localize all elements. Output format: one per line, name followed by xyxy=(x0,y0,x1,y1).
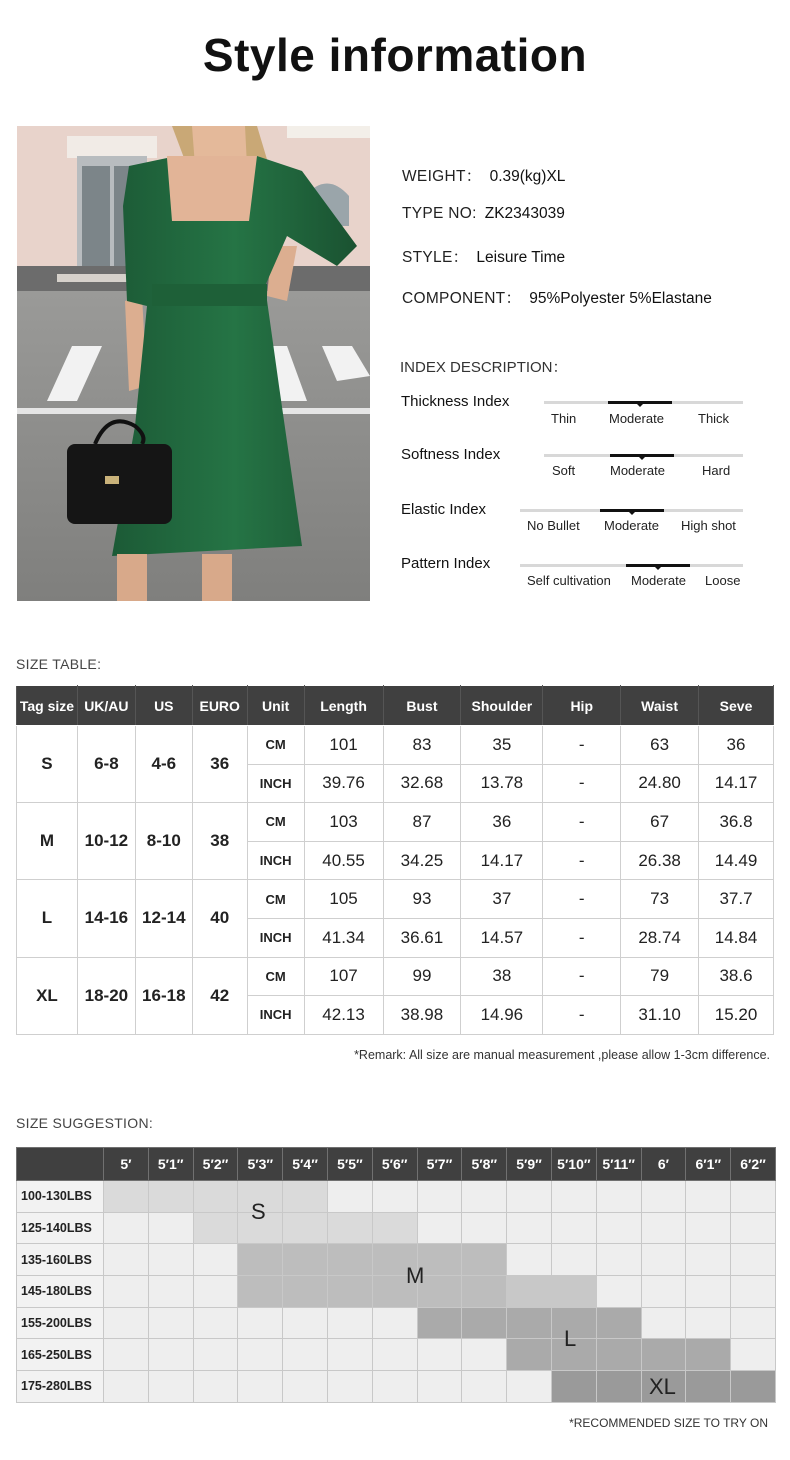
table-cell: 107 xyxy=(304,957,383,996)
suggestion-cell xyxy=(104,1276,149,1308)
spec-value: Leisure Time xyxy=(476,249,566,266)
suggestion-cell xyxy=(686,1371,731,1403)
suggestion-cell xyxy=(238,1339,283,1371)
header-cell: Tag size xyxy=(17,686,78,726)
table-cell: 42 xyxy=(192,957,247,1034)
height-header: 5′ xyxy=(104,1148,149,1181)
table-cell: 35 xyxy=(461,726,543,765)
spec-label: TYPE NO: xyxy=(402,205,477,222)
table-cell: 103 xyxy=(304,803,383,842)
table-cell: 14.84 xyxy=(699,918,774,957)
suggestion-cell xyxy=(551,1244,596,1276)
suggestion-cell xyxy=(372,1181,417,1213)
suggestion-cell xyxy=(641,1212,686,1244)
suggestion-cell xyxy=(238,1371,283,1403)
remark-note: *Remark: All size are manual measurement ,please allow 1-3cm difference. xyxy=(354,1048,770,1062)
suggestion-cell xyxy=(327,1307,372,1339)
spec-type-no xyxy=(402,205,565,223)
size-region-label: S xyxy=(251,1199,266,1224)
suggestion-cell xyxy=(104,1244,149,1276)
spec-style xyxy=(402,245,565,267)
suggestion-cell xyxy=(641,1181,686,1213)
suggestion-cell xyxy=(148,1244,193,1276)
size-table-label: SIZE TABLE: xyxy=(16,656,102,672)
table-cell: 99 xyxy=(383,957,461,996)
table-cell: 38.6 xyxy=(699,957,774,996)
suggestion-cell xyxy=(148,1212,193,1244)
elastic-index-marker xyxy=(600,509,664,512)
suggestion-cell xyxy=(148,1307,193,1339)
table-cell: INCH xyxy=(247,764,304,803)
table-cell: 15.20 xyxy=(699,996,774,1035)
table-cell: 73 xyxy=(621,880,699,919)
suggestion-cell xyxy=(641,1307,686,1339)
suggestion-cell xyxy=(193,1244,238,1276)
suggestion-cell xyxy=(193,1181,238,1213)
height-header: 5′9″ xyxy=(507,1148,552,1181)
suggestion-cell xyxy=(148,1339,193,1371)
table-cell: 36 xyxy=(192,726,247,803)
suggestion-cell xyxy=(507,1371,552,1403)
table-cell: 101 xyxy=(304,726,383,765)
height-header: 5′6″ xyxy=(372,1148,417,1181)
table-cell: 12-14 xyxy=(135,880,192,957)
suggestion-cell xyxy=(327,1339,372,1371)
table-cell: CM xyxy=(247,957,304,996)
table-row xyxy=(17,1339,776,1371)
table-cell: 13.78 xyxy=(461,764,543,803)
table-cell: 39.76 xyxy=(304,764,383,803)
suggestion-cell xyxy=(551,1371,596,1403)
suggestion-cell xyxy=(596,1371,641,1403)
suggestion-cell xyxy=(104,1181,149,1213)
height-header: 5′3″ xyxy=(238,1148,283,1181)
weight-label: 165-250LBS xyxy=(17,1339,104,1371)
height-header: 5′5″ xyxy=(327,1148,372,1181)
table-cell: 63 xyxy=(621,726,699,765)
height-header: 6′ xyxy=(641,1148,686,1181)
height-header: 5′8″ xyxy=(462,1148,507,1181)
table-cell: 87 xyxy=(383,803,461,842)
header-cell: Seve xyxy=(699,686,774,726)
softness-index-marker xyxy=(610,454,674,457)
table-cell: 28.74 xyxy=(621,918,699,957)
table-cell: L xyxy=(17,880,78,957)
header-cell: UK/AU xyxy=(77,686,135,726)
suggestion-cell xyxy=(507,1276,552,1308)
spec-weight xyxy=(402,164,565,186)
table-row xyxy=(17,1244,776,1276)
table-cell: 14.17 xyxy=(699,764,774,803)
table-cell: 24.80 xyxy=(621,764,699,803)
suggestion-cell xyxy=(462,1244,507,1276)
suggestion-cell xyxy=(104,1339,149,1371)
table-cell: 34.25 xyxy=(383,841,461,880)
table-cell: 83 xyxy=(383,726,461,765)
table-row xyxy=(17,957,774,996)
table-cell: CM xyxy=(247,726,304,765)
thickness-option: Thin xyxy=(551,411,577,426)
weight-label: 100-130LBS xyxy=(17,1181,104,1213)
suggestion-cell xyxy=(327,1244,372,1276)
table-cell: CM xyxy=(247,880,304,919)
spec-value: 95%Polyester 5%Elastane xyxy=(529,290,712,307)
table-cell: 42.13 xyxy=(304,996,383,1035)
suggestion-cell xyxy=(641,1244,686,1276)
suggestion-cell xyxy=(641,1339,686,1371)
table-cell: 67 xyxy=(621,803,699,842)
suggestion-cell xyxy=(417,1212,462,1244)
suggestion-cell xyxy=(462,1181,507,1213)
suggestion-cell xyxy=(372,1212,417,1244)
table-cell: 40.55 xyxy=(304,841,383,880)
suggestion-cell xyxy=(148,1371,193,1403)
table-cell: 10-12 xyxy=(77,803,135,880)
table-row xyxy=(17,1276,776,1308)
suggestion-cell xyxy=(686,1244,731,1276)
suggestion-cell xyxy=(283,1371,328,1403)
table-cell: 41.34 xyxy=(304,918,383,957)
table-cell: 36.61 xyxy=(383,918,461,957)
thickness-index-label: Thickness Index xyxy=(401,393,510,410)
elastic-option: Moderate xyxy=(604,518,659,533)
suggestion-cell xyxy=(283,1307,328,1339)
table-cell: 8-10 xyxy=(135,803,192,880)
table-cell: INCH xyxy=(247,996,304,1035)
suggestion-cell xyxy=(462,1371,507,1403)
table-cell: 6-8 xyxy=(77,726,135,803)
suggestion-cell xyxy=(417,1371,462,1403)
spec-label: STYLE： xyxy=(402,249,469,266)
height-header: 5′4″ xyxy=(283,1148,328,1181)
table-cell: CM xyxy=(247,803,304,842)
height-header: 5′1″ xyxy=(148,1148,193,1181)
table-row xyxy=(17,1212,776,1244)
product-photo xyxy=(17,126,370,601)
suggestion-cell xyxy=(327,1212,372,1244)
size-table xyxy=(16,685,774,1035)
header-cell: Length xyxy=(304,686,383,726)
suggestion-cell xyxy=(148,1181,193,1213)
header-cell: EURO xyxy=(192,686,247,726)
table-cell: 14.17 xyxy=(461,841,543,880)
table-cell: 14.96 xyxy=(461,996,543,1035)
table-cell: - xyxy=(543,918,621,957)
suggestion-cell xyxy=(731,1339,776,1371)
suggestion-cell xyxy=(193,1307,238,1339)
spec-label: COMPONENT： xyxy=(402,290,522,307)
suggestion-cell xyxy=(686,1339,731,1371)
suggestion-cell xyxy=(417,1181,462,1213)
softness-index-label: Softness Index xyxy=(401,446,501,463)
suggestion-cell xyxy=(193,1212,238,1244)
table-cell: - xyxy=(543,996,621,1035)
suggestion-cell xyxy=(686,1307,731,1339)
height-header: 5′10″ xyxy=(551,1148,596,1181)
table-row xyxy=(17,880,774,919)
suggestion-cell xyxy=(507,1212,552,1244)
suggestion-cell xyxy=(686,1276,731,1308)
table-cell: INCH xyxy=(247,841,304,880)
table-cell: - xyxy=(543,803,621,842)
table-cell: 32.68 xyxy=(383,764,461,803)
table-cell: 14-16 xyxy=(77,880,135,957)
suggestion-cell xyxy=(238,1244,283,1276)
table-cell: 38 xyxy=(192,803,247,880)
table-cell: - xyxy=(543,957,621,996)
pattern-option: Moderate xyxy=(631,573,686,588)
pattern-option: Self cultivation xyxy=(527,573,611,588)
suggestion-cell xyxy=(238,1276,283,1308)
table-cell: 93 xyxy=(383,880,461,919)
suggestion-cell xyxy=(507,1307,552,1339)
size-region-label: M xyxy=(406,1263,425,1288)
pattern-option: Loose xyxy=(705,573,741,588)
suggestion-cell xyxy=(507,1244,552,1276)
spec-value: 0.39(kg)XL xyxy=(489,168,566,185)
table-cell: 36.8 xyxy=(699,803,774,842)
table-cell: 105 xyxy=(304,880,383,919)
suggestion-cell xyxy=(417,1307,462,1339)
spec-component xyxy=(402,286,712,308)
elastic-option: High shot xyxy=(681,518,736,533)
suggestion-cell xyxy=(417,1339,462,1371)
header-cell: Unit xyxy=(247,686,304,726)
table-cell: - xyxy=(543,880,621,919)
suggestion-cell xyxy=(238,1307,283,1339)
suggestion-cell xyxy=(327,1276,372,1308)
suggestion-cell xyxy=(462,1339,507,1371)
header-cell: Hip xyxy=(543,686,621,726)
header-corner xyxy=(17,1148,104,1181)
height-header: 6′2″ xyxy=(731,1148,776,1181)
suggestion-cell xyxy=(193,1371,238,1403)
table-cell: 37.7 xyxy=(699,880,774,919)
suggestion-cell xyxy=(372,1371,417,1403)
suggestion-cell xyxy=(731,1212,776,1244)
table-cell: - xyxy=(543,726,621,765)
suggestion-cell xyxy=(283,1212,328,1244)
suggestion-cell xyxy=(104,1212,149,1244)
suggestion-cell xyxy=(596,1339,641,1371)
suggestion-cell xyxy=(462,1212,507,1244)
suggestion-cell xyxy=(596,1276,641,1308)
table-cell: 16-18 xyxy=(135,957,192,1034)
table-row xyxy=(17,726,774,765)
header-cell: Bust xyxy=(383,686,461,726)
table-cell: XL xyxy=(17,957,78,1034)
suggestion-cell xyxy=(148,1276,193,1308)
suggestion-cell xyxy=(596,1307,641,1339)
table-cell: 31.10 xyxy=(621,996,699,1035)
table-cell: 14.49 xyxy=(699,841,774,880)
weight-label: 145-180LBS xyxy=(17,1276,104,1308)
height-header: 5′7″ xyxy=(417,1148,462,1181)
table-cell: 14.57 xyxy=(461,918,543,957)
thickness-index-marker xyxy=(608,401,672,404)
suggestion-cell xyxy=(731,1244,776,1276)
header-cell: Shoulder xyxy=(461,686,543,726)
elastic-option: No Bullet xyxy=(527,518,580,533)
table-cell: 4-6 xyxy=(135,726,192,803)
suggestion-cell xyxy=(731,1181,776,1213)
table-cell: 37 xyxy=(461,880,543,919)
suggestion-cell xyxy=(372,1307,417,1339)
table-cell: M xyxy=(17,803,78,880)
suggestion-cell xyxy=(686,1212,731,1244)
softness-option: Moderate xyxy=(610,463,665,478)
suggestion-cell xyxy=(462,1307,507,1339)
recommend-note: *RECOMMENDED SIZE TO TRY ON xyxy=(569,1416,768,1430)
table-cell: 26.38 xyxy=(621,841,699,880)
index-description-title: INDEX DESCRIPTION： xyxy=(400,359,568,376)
suggestion-cell xyxy=(327,1181,372,1213)
suggestion-cell xyxy=(104,1371,149,1403)
suggestion-cell xyxy=(507,1181,552,1213)
suggestion-cell xyxy=(283,1181,328,1213)
size-suggestion-label: SIZE SUGGESTION: xyxy=(16,1115,154,1131)
spec-value: ZK2343039 xyxy=(484,205,565,222)
thickness-option: Moderate xyxy=(609,411,664,426)
spec-label: WEIGHT： xyxy=(402,168,482,185)
suggestion-cell xyxy=(551,1212,596,1244)
table-cell: INCH xyxy=(247,918,304,957)
suggestion-cell xyxy=(372,1339,417,1371)
suggestion-cell xyxy=(283,1276,328,1308)
thickness-option: Thick xyxy=(698,411,730,426)
suggestion-cell xyxy=(596,1244,641,1276)
size-suggestion-header xyxy=(17,1148,776,1181)
table-row xyxy=(17,1181,776,1213)
suggestion-cell xyxy=(507,1339,552,1371)
suggestion-cell xyxy=(596,1212,641,1244)
suggestion-cell xyxy=(686,1181,731,1213)
suggestion-cell xyxy=(731,1276,776,1308)
pattern-index-label: Pattern Index xyxy=(401,555,491,572)
suggestion-cell xyxy=(731,1371,776,1403)
suggestion-cell xyxy=(193,1276,238,1308)
suggestion-cell xyxy=(193,1339,238,1371)
suggestion-cell xyxy=(596,1181,641,1213)
suggestion-cell xyxy=(462,1276,507,1308)
suggestion-cell xyxy=(551,1276,596,1308)
header-cell: Waist xyxy=(621,686,699,726)
table-cell: 79 xyxy=(621,957,699,996)
suggestion-cell xyxy=(731,1307,776,1339)
table-cell: - xyxy=(543,841,621,880)
pattern-index-marker xyxy=(626,564,690,567)
weight-label: 155-200LBS xyxy=(17,1307,104,1339)
table-cell: S xyxy=(17,726,78,803)
elastic-index-label: Elastic Index xyxy=(401,501,487,518)
weight-label: 125-140LBS xyxy=(17,1212,104,1244)
table-row xyxy=(17,1307,776,1339)
height-header: 5′11″ xyxy=(596,1148,641,1181)
softness-option: Hard xyxy=(702,463,731,478)
table-cell: 18-20 xyxy=(77,957,135,1034)
size-region-label: L xyxy=(564,1326,577,1351)
header-cell: US xyxy=(135,686,192,726)
weight-label: 135-160LBS xyxy=(17,1244,104,1276)
table-cell: 38 xyxy=(461,957,543,996)
suggestion-cell xyxy=(283,1339,328,1371)
softness-option: Soft xyxy=(552,463,576,478)
table-cell: 40 xyxy=(192,880,247,957)
height-header: 6′1″ xyxy=(686,1148,731,1181)
size-suggestion-table xyxy=(16,1147,776,1403)
size-table-header xyxy=(17,686,774,726)
height-header: 5′2″ xyxy=(193,1148,238,1181)
suggestion-cell xyxy=(104,1307,149,1339)
table-row xyxy=(17,803,774,842)
table-cell: 36 xyxy=(699,726,774,765)
table-cell: 36 xyxy=(461,803,543,842)
weight-label: 175-280LBS xyxy=(17,1371,104,1403)
suggestion-cell xyxy=(327,1371,372,1403)
table-cell: 38.98 xyxy=(383,996,461,1035)
page-title: Style information xyxy=(202,29,588,81)
suggestion-cell xyxy=(641,1276,686,1308)
suggestion-cell xyxy=(551,1181,596,1213)
table-cell: - xyxy=(543,764,621,803)
suggestion-cell xyxy=(283,1244,328,1276)
size-region-label: XL xyxy=(649,1374,676,1399)
